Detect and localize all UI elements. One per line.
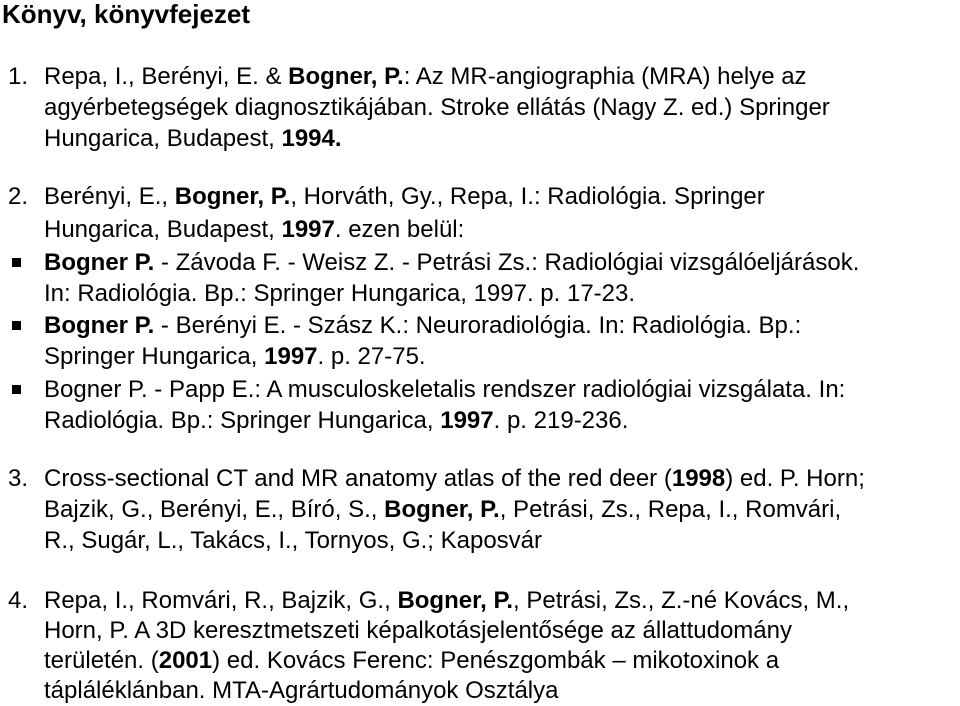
entry-number: 1. — [8, 63, 29, 90]
entry-line: Bajzik, G., Berényi, E., Bíró, S., Bogner, P., Petrási, Zs., Repa, I., Romvári, — [44, 496, 842, 523]
subitem-line: Radiológia. Bp.: Springer Hungarica, 1997. p. 219-236. — [44, 407, 629, 434]
subitem-line: In: Radiológia. Bp.: Springer Hungarica, 1997. p. 17-23. — [44, 280, 636, 307]
bullet-marker — [12, 258, 21, 267]
subitem-line: Bogner P. - Závoda F. - Weisz Z. - Petrási Zs.: Radiológiai vizsgálóeljárások. — [44, 249, 860, 276]
page-title: Könyv, könyvfejezet — [2, 0, 251, 29]
entry-line: Berényi, E., Bogner, P., Horváth, Gy., Repa, I.: Radiológia. Springer — [44, 183, 765, 210]
entry-line: agyérbetegségek diagnosztikájában. Stroke ellátás (Nagy Z. ed.) Springer — [44, 94, 830, 121]
entry-line: Hungarica, Budapest, 1997. ezen belül: — [44, 216, 465, 243]
entry-line: területén. (2001) ed. Kovács Ferenc: Penészgombák – mikotoxinok a — [44, 647, 780, 674]
entry-number: 2. — [8, 183, 29, 210]
subitem-line: Bogner P. - Papp E.: A musculoskeletalis rendszer radiológiai vizsgálata. In: — [44, 376, 846, 403]
entry-line: tápláléklánban. MTA-Agrártudományok Osztálya — [44, 677, 559, 704]
entry-number: 4. — [8, 587, 29, 614]
bullet-marker — [12, 385, 21, 394]
entry-line: R., Sugár, L., Takács, I., Tornyos, G.; Kaposvár — [44, 527, 543, 554]
entry-line: Cross-sectional CT and MR anatomy atlas of the red deer (1998) ed. P. Horn; — [44, 465, 865, 492]
entry-line: Repa, I., Berényi, E. & Bogner, P.: Az MR-angiographia (MRA) helye az — [44, 63, 807, 90]
subitem-line: Bogner P. - Berényi E. - Szász K.: Neuroradiológia. In: Radiológia. Bp.: — [44, 312, 802, 339]
entry-line: Horn, P. A 3D keresztmetszeti képalkotásjelentősége az állattudomány — [44, 617, 792, 644]
subitem-line: Springer Hungarica, 1997. p. 27-75. — [44, 343, 426, 370]
entry-line: Hungarica, Budapest, 1994. — [44, 125, 342, 152]
entry-line: Repa, I., Romvári, R., Bajzik, G., Bogner, P., Petrási, Zs., Z.-né Kovács, M., — [44, 587, 850, 614]
bullet-marker — [12, 321, 21, 330]
entry-number: 3. — [8, 465, 29, 492]
